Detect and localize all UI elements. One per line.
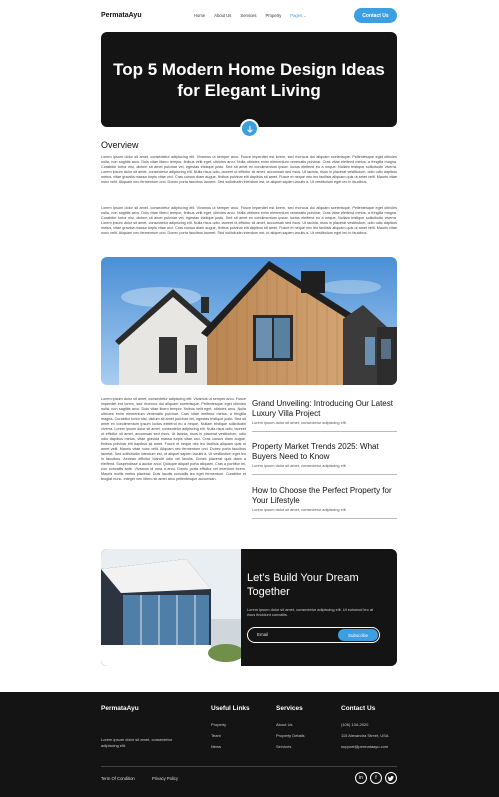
footer-contact (341, 705, 389, 755)
related-article-summary: Lorem ipsum dolor sit amet, consectetur adipiscing elit. (252, 463, 347, 468)
nav-item-property[interactable]: Property (265, 13, 282, 18)
main-menu (194, 13, 307, 18)
facebook-icon[interactable]: f (370, 772, 382, 784)
top-navbar (0, 0, 499, 32)
related-article-title[interactable]: Property Market Trends 2025: What Buyers Need to Know (252, 442, 379, 461)
twitter-bird-glyph (388, 776, 394, 781)
related-article-title[interactable]: How to Choose the Perfect Property for Your Lifestyle (252, 486, 392, 505)
overview-heading: Overview (101, 140, 139, 150)
linkedin-icon[interactable]: in (355, 772, 367, 784)
nav-item-about[interactable]: About Us (214, 13, 232, 18)
site-footer (0, 692, 499, 797)
footer-email[interactable]: support@permataayu.com (341, 744, 389, 749)
newsletter-cta (101, 549, 397, 666)
page-title: Top 5 Modern Home Design Ideas for Elegant Living (113, 59, 385, 100)
footer-link-news[interactable]: News (211, 744, 222, 749)
footer-useful-links (211, 705, 250, 755)
site-logo[interactable]: PermataAyu (101, 12, 142, 19)
contact-us-button[interactable]: Contact Us (354, 8, 397, 23)
cta-heading: Let’s Build Your Dream Together (247, 572, 359, 598)
overview-paragraph-2: Lorem ipsum dolor sit amet, consectetur adipiscing elit. Vivamus ut semper arcu. Fusce imperdiet est lorem, sed rhoncus dui aliquam scelerisque. Pellentesque eget ultricies nulla, non sagittis arcu. Duis vitae libero tempor, finibus velit eget, ultricies arcu. Nulla ultricies enim elementum venenatis pulvinar. Cras vitae eleifend metus, a fringilla magna. Curabitur tortor nisi, dictum sit amet pulvinar vel, egestas tristique justo. Sed sit amet ex condimentum ipsum luctus eleifend eu a neque. Nullam tristique sollicitudin viverra. Lorem ipsum dolor sit amet, consectetur adipiscing elit. Nulla risus odio, laoreet ut efficitur sit amet, accumsan sed risus. Ut lacinia, risus in placerat vestibulum, odio odio dapibus metus, vitae gravida massa turpis vitae orci. Cras cursus diam augue, finibus pulvinar elit dapibus sit amet. Fusce et neque nec leo facilisis aliquam quis ut amet velit. Mauris vitae nunc velit. Aliquam nec fermentum orci. Donec porta faucibus laoreet. Sed sollicitudin interdum est, ut aliquet sapien iaculis a. Ut vestibulum eget leo in faucibus. (101, 206, 397, 235)
footer-divider (101, 766, 397, 767)
cta-description: Lorem ipsum dolor sit amet, consectetur adipiscing elit. Ut euismod leo at risus tincidunt convallis. (247, 607, 374, 617)
footer-column-title: Useful Links (211, 705, 250, 712)
footer-logo[interactable]: PermataAyu (101, 705, 139, 712)
terms-link[interactable]: Term Of Condition (101, 776, 135, 781)
footer-link-team[interactable]: Team (211, 733, 221, 738)
overview-paragraph-1: Lorem ipsum dolor sit amet, consectetur adipiscing elit. Vivamus ut semper arcu. Fusce imperdiet est lorem, sed rhoncus dui aliquam scelerisque. Pellentesque eget ultricies nulla, non sagittis arcu. Duis vitae libero tempor, finibus velit eget, ultricies arcu. Nulla ultricies enim elementum venenatis pulvinar. Cras vitae eleifend metus, a fringilla magna. Curabitur tortor nisi, dictum sit amet pulvinar vel, egestas tristique justo. Sed sit amet ex condimentum ipsum luctus eleifend eu a neque. Nullam tristique sollicitudin viverra. Lorem ipsum dolor sit amet, consectetur adipiscing elit. Nulla risus odio, laoreet ut efficitur sit amet, accumsan sed risus. Ut lacinia, risus in placerat vestibulum, odio odio dapibus metus, vitae gravida massa turpis vitae orci. Cras cursus diam augue, finibus pulvinar elit dapibus sit amet. Fusce et neque nec leo facilisis aliquam quis ut amet velit. Mauris vitae nunc velit. Aliquam nec fermentum orci. Donec porta faucibus laoreet. Sed sollicitudin interdum est, ut aliquet sapien iaculis a. Ut vestibulum eget leo in faucibus. (101, 155, 397, 184)
nav-item-services[interactable]: Services (240, 13, 257, 18)
related-article-summary: Lorem ipsum dolor sit amet, consectetur adipiscing elit. (252, 507, 347, 512)
subscribe-button[interactable]: Subscribe (338, 629, 378, 641)
scroll-down-button[interactable] (240, 119, 259, 138)
privacy-link[interactable]: Privacy Policy (152, 776, 179, 781)
hero-banner (101, 32, 397, 127)
footer-phone: (106) 134-2920 (341, 722, 369, 727)
house-photo (101, 257, 397, 385)
modern-building-image (101, 549, 241, 666)
footer-column-title: Services (276, 705, 303, 712)
email-input[interactable] (247, 627, 380, 643)
email-placeholder: Email (257, 632, 269, 637)
article-body-text: Lorem ipsum dolor sit amet, consectetur adipiscing elit. Vivamus ut semper arcu. Fusce imperdiet est lorem, sed rhoncus dui aliquam scelerisque. Pellentesque eget ultricies nulla, non sagittis arcu. Duis vitae libero tempor, finibus velit eget, ultricies arcu. Nulla ultricies enim elementum venenatis pulvinar. Cras vitae eleifend metus, a fringilla magna. Curabitur tortor nisi, dictum sit amet pulvinar vel, egestas tristique justo. Sed sit amet ex condimentum ipsum luctus eleifend eu a neque. Nullam tristique sollicitudin viverra. Lorem ipsum dolor sit amet, consectetur adipiscing elit. Nulla risus odio, laoreet ut efficitur sit amet, accumsan sed risus. Ut lacinia, risus in placerat vestibulum, odio odio dapibus metus, vitae gravida massa turpis vitae orci. Cras cursus diam augue, finibus pulvinar elit dapibus sit amet. Fusce et neque nec leo facilisis aliquam quis ut amet velit. Mauris vitae nunc velit. Aliquam nec fermentum orci. Donec porta faucibus laoreet. Sed sollicitudin interdum est, ut aliquet sapien iaculis a. Ut vestibulum eget leo in faucibus. Aenean efficitur blandit odio vel iaculis. Donec placerat quis diam a eleifend. Suspendisse a auctor arcu. Quisque aliquet porta aliquam. Cras a porttitor mi, non convallis ante. Vivamus id urna a arcu. Donec porta efficitur vel interdum lorem. Mauris mollis metus placerat. Duis iaculis convallis leo eget fermentum. Curabitur et feugiat nunc. Integer nec libero sit amet arcu pellentesque accumsan. (101, 397, 246, 481)
footer-services (276, 705, 304, 755)
footer-link-property[interactable]: Property (211, 722, 227, 727)
footer-description: Lorem ipsum dolor sit amet, consectetur adipiscing elit. (101, 737, 173, 748)
twitter-icon[interactable] (385, 772, 397, 784)
footer-column-title: Contact Us (341, 705, 376, 712)
modern-house-illustration (101, 257, 397, 385)
related-article-title[interactable]: Grand Unveiling: Introducing Our Latest Luxury Villa Project (252, 399, 393, 418)
nav-item-pages-label: Pages (290, 13, 303, 18)
related-article-summary: Lorem ipsum dolor sit amet, consectetur adipiscing elit. (252, 420, 347, 425)
footer-link-services[interactable]: Services (276, 744, 292, 749)
related-article[interactable] (252, 399, 397, 432)
related-article[interactable] (252, 486, 397, 519)
related-article[interactable] (252, 442, 397, 475)
arrow-down-icon (246, 125, 254, 133)
footer-link-property-details[interactable]: Property Details (276, 733, 305, 738)
nav-item-home[interactable]: Home (194, 13, 206, 18)
footer-address: 115 Alexandra Street, USA (341, 733, 389, 738)
footer-link-about[interactable]: About Us (276, 722, 293, 727)
nav-item-pages[interactable] (290, 13, 307, 18)
chevron-down-icon: ⌄ (303, 13, 307, 18)
